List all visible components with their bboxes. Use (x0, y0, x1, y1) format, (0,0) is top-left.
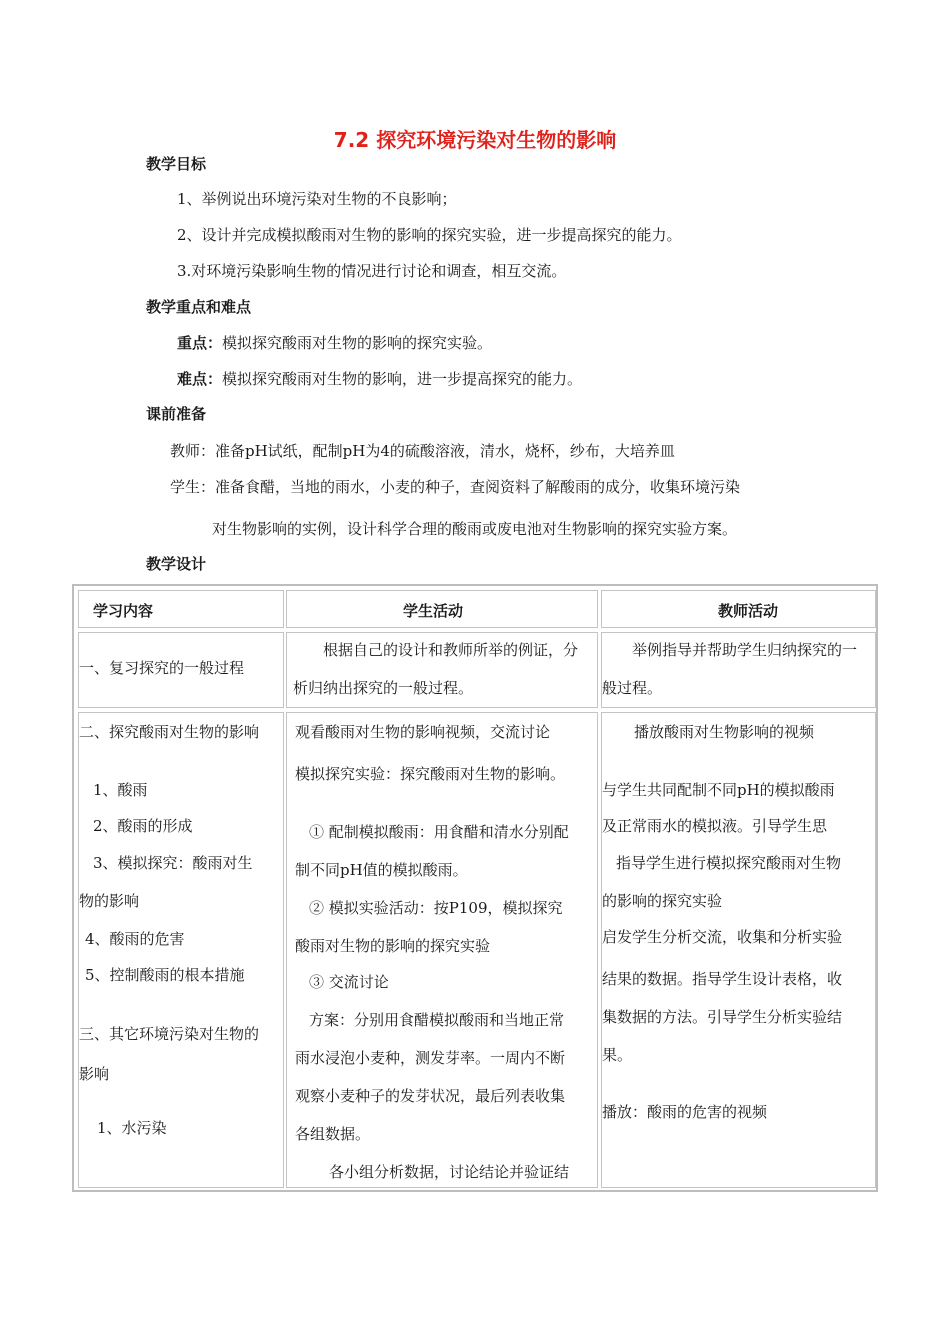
review-content: 一、复习探究的一般过程 (79, 659, 245, 677)
content-item: 三、其它环境污染对生物的 (79, 1025, 260, 1043)
objective-item: 1、举例说出环境污染对生物的不良影响； (177, 190, 457, 208)
teacher-activity-line: 结果的数据。指导学生设计表格，收 (602, 970, 843, 988)
key-text: 模拟探究酸雨对生物的影响的探究实验。 (222, 334, 493, 352)
key-point (177, 332, 492, 353)
student-activity-line: 模拟探究实验：探究酸雨对生物的影响。 (295, 765, 566, 783)
student-preparation-continued: 对生物影响的实例，设计科学合理的酸雨或废电池对生物影响的探究实验方案。 (212, 520, 738, 538)
header-content-cell (78, 590, 284, 628)
review-student-cell (286, 632, 598, 708)
content-item: 3、模拟探究：酸雨对生 (93, 854, 253, 872)
student-activity-line: 观看酸雨对生物的影响视频，交流讨论 (295, 723, 551, 741)
objectives-heading: 教学目标 (146, 155, 207, 173)
student-activity-line: 酸雨对生物的影响的探究实验 (295, 937, 491, 955)
page-title: 7.2 探究环境污染对生物的影响 (333, 128, 617, 152)
student-activity-line: 方案：分别用食醋模拟酸雨和当地正常 (309, 1011, 565, 1029)
design-heading: 教学设计 (146, 555, 207, 573)
teacher-activity-line: 的影响的探究实验 (602, 892, 723, 910)
student-activity-line: 各小组分析数据，讨论结论并验证结 (329, 1163, 570, 1181)
student-activity-line: ③ 交流讨论 (309, 973, 389, 991)
header-teacher-activity: 教师活动 (718, 602, 779, 620)
teacher-activity-line: 集数据的方法。引导学生分析实验结 (602, 1008, 843, 1026)
preparation-heading: 课前准备 (146, 405, 207, 423)
student-activity-line: 各组数据。 (295, 1125, 371, 1143)
acid-rain-teacher-cell (601, 712, 876, 1188)
student-activity-line: 雨水浸泡小麦种，测发芽率。一周内不断 (295, 1049, 566, 1067)
acid-rain-student-cell (286, 712, 598, 1188)
content-item: 1、水污染 (97, 1119, 167, 1137)
review-teacher-cell (601, 632, 876, 708)
student-preparation: 学生：准备食醋，当地的雨水，小麦的种子，查阅资料了解酸雨的成分，收集环境污染 (170, 478, 741, 496)
student-activity-line: ① 配制模拟酸雨：用食醋和清水分别配 (309, 823, 569, 841)
teacher-activity-line: 指导学生进行模拟探究酸雨对生物 (616, 854, 842, 872)
review-teacher-line: 举例指导并帮助学生归纳探究的一 (632, 641, 858, 659)
content-item: 二、探究酸雨对生物的影响 (79, 723, 260, 741)
student-activity-line: 观察小麦种子的发芽状况，最后列表收集 (295, 1087, 566, 1105)
content-item: 1、酸雨 (93, 781, 148, 799)
review-content-cell (78, 632, 284, 708)
review-student-line: 根据自己的设计和教师所举的例证，分 (323, 641, 579, 659)
header-learning-content: 学习内容 (93, 602, 154, 620)
difficult-label: 难点： (177, 370, 223, 388)
content-item: 5、控制酸雨的根本措施 (85, 966, 245, 984)
student-activity-line: ② 模拟实验活动：按P109，模拟探究 (309, 899, 563, 917)
teaching-design-table (72, 584, 878, 1192)
difficult-text: 模拟探究酸雨对生物的影响，进一步提高探究的能力。 (222, 370, 583, 388)
key-points-heading: 教学重点和难点 (146, 298, 252, 316)
key-label: 重点： (177, 334, 223, 352)
teacher-activity-line: 及正常雨水的模拟液。引导学生思 (602, 817, 828, 835)
content-item: 4、酸雨的危害 (85, 930, 185, 948)
teacher-activity-line: 果。 (602, 1046, 633, 1064)
content-item: 2、酸雨的形成 (93, 817, 193, 835)
difficult-point (177, 368, 582, 389)
teacher-activity-line: 启发学生分析交流，收集和分析实验 (602, 928, 843, 946)
header-student-cell (286, 590, 598, 628)
header-teacher-cell (601, 590, 876, 628)
objective-item: 2、设计并完成模拟酸雨对生物的影响的探究实验，进一步提高探究的能力。 (177, 226, 682, 244)
teacher-preparation: 教师：准备pH试纸，配制pH为4的硫酸溶液，清水，烧杯，纱布，大培养皿 (170, 442, 675, 460)
student-activity-line: 制不同pH值的模拟酸雨。 (295, 861, 468, 879)
content-item: 物的影响 (79, 892, 140, 910)
teacher-activity-line: 播放酸雨对生物影响的视频 (634, 723, 815, 741)
review-student-line: 析归纳出探究的一般过程。 (293, 679, 474, 697)
teacher-activity-line: 播放：酸雨的危害的视频 (602, 1103, 768, 1121)
objective-item: 3.对环境污染影响生物的情况进行讨论和调查，相互交流。 (177, 262, 567, 280)
header-student-activity: 学生活动 (403, 602, 464, 620)
content-item: 影响 (79, 1065, 110, 1083)
review-teacher-line: 般过程。 (602, 679, 663, 697)
acid-rain-content-cell (78, 712, 284, 1188)
teacher-activity-line: 与学生共同配制不同pH的模拟酸雨 (602, 781, 835, 799)
